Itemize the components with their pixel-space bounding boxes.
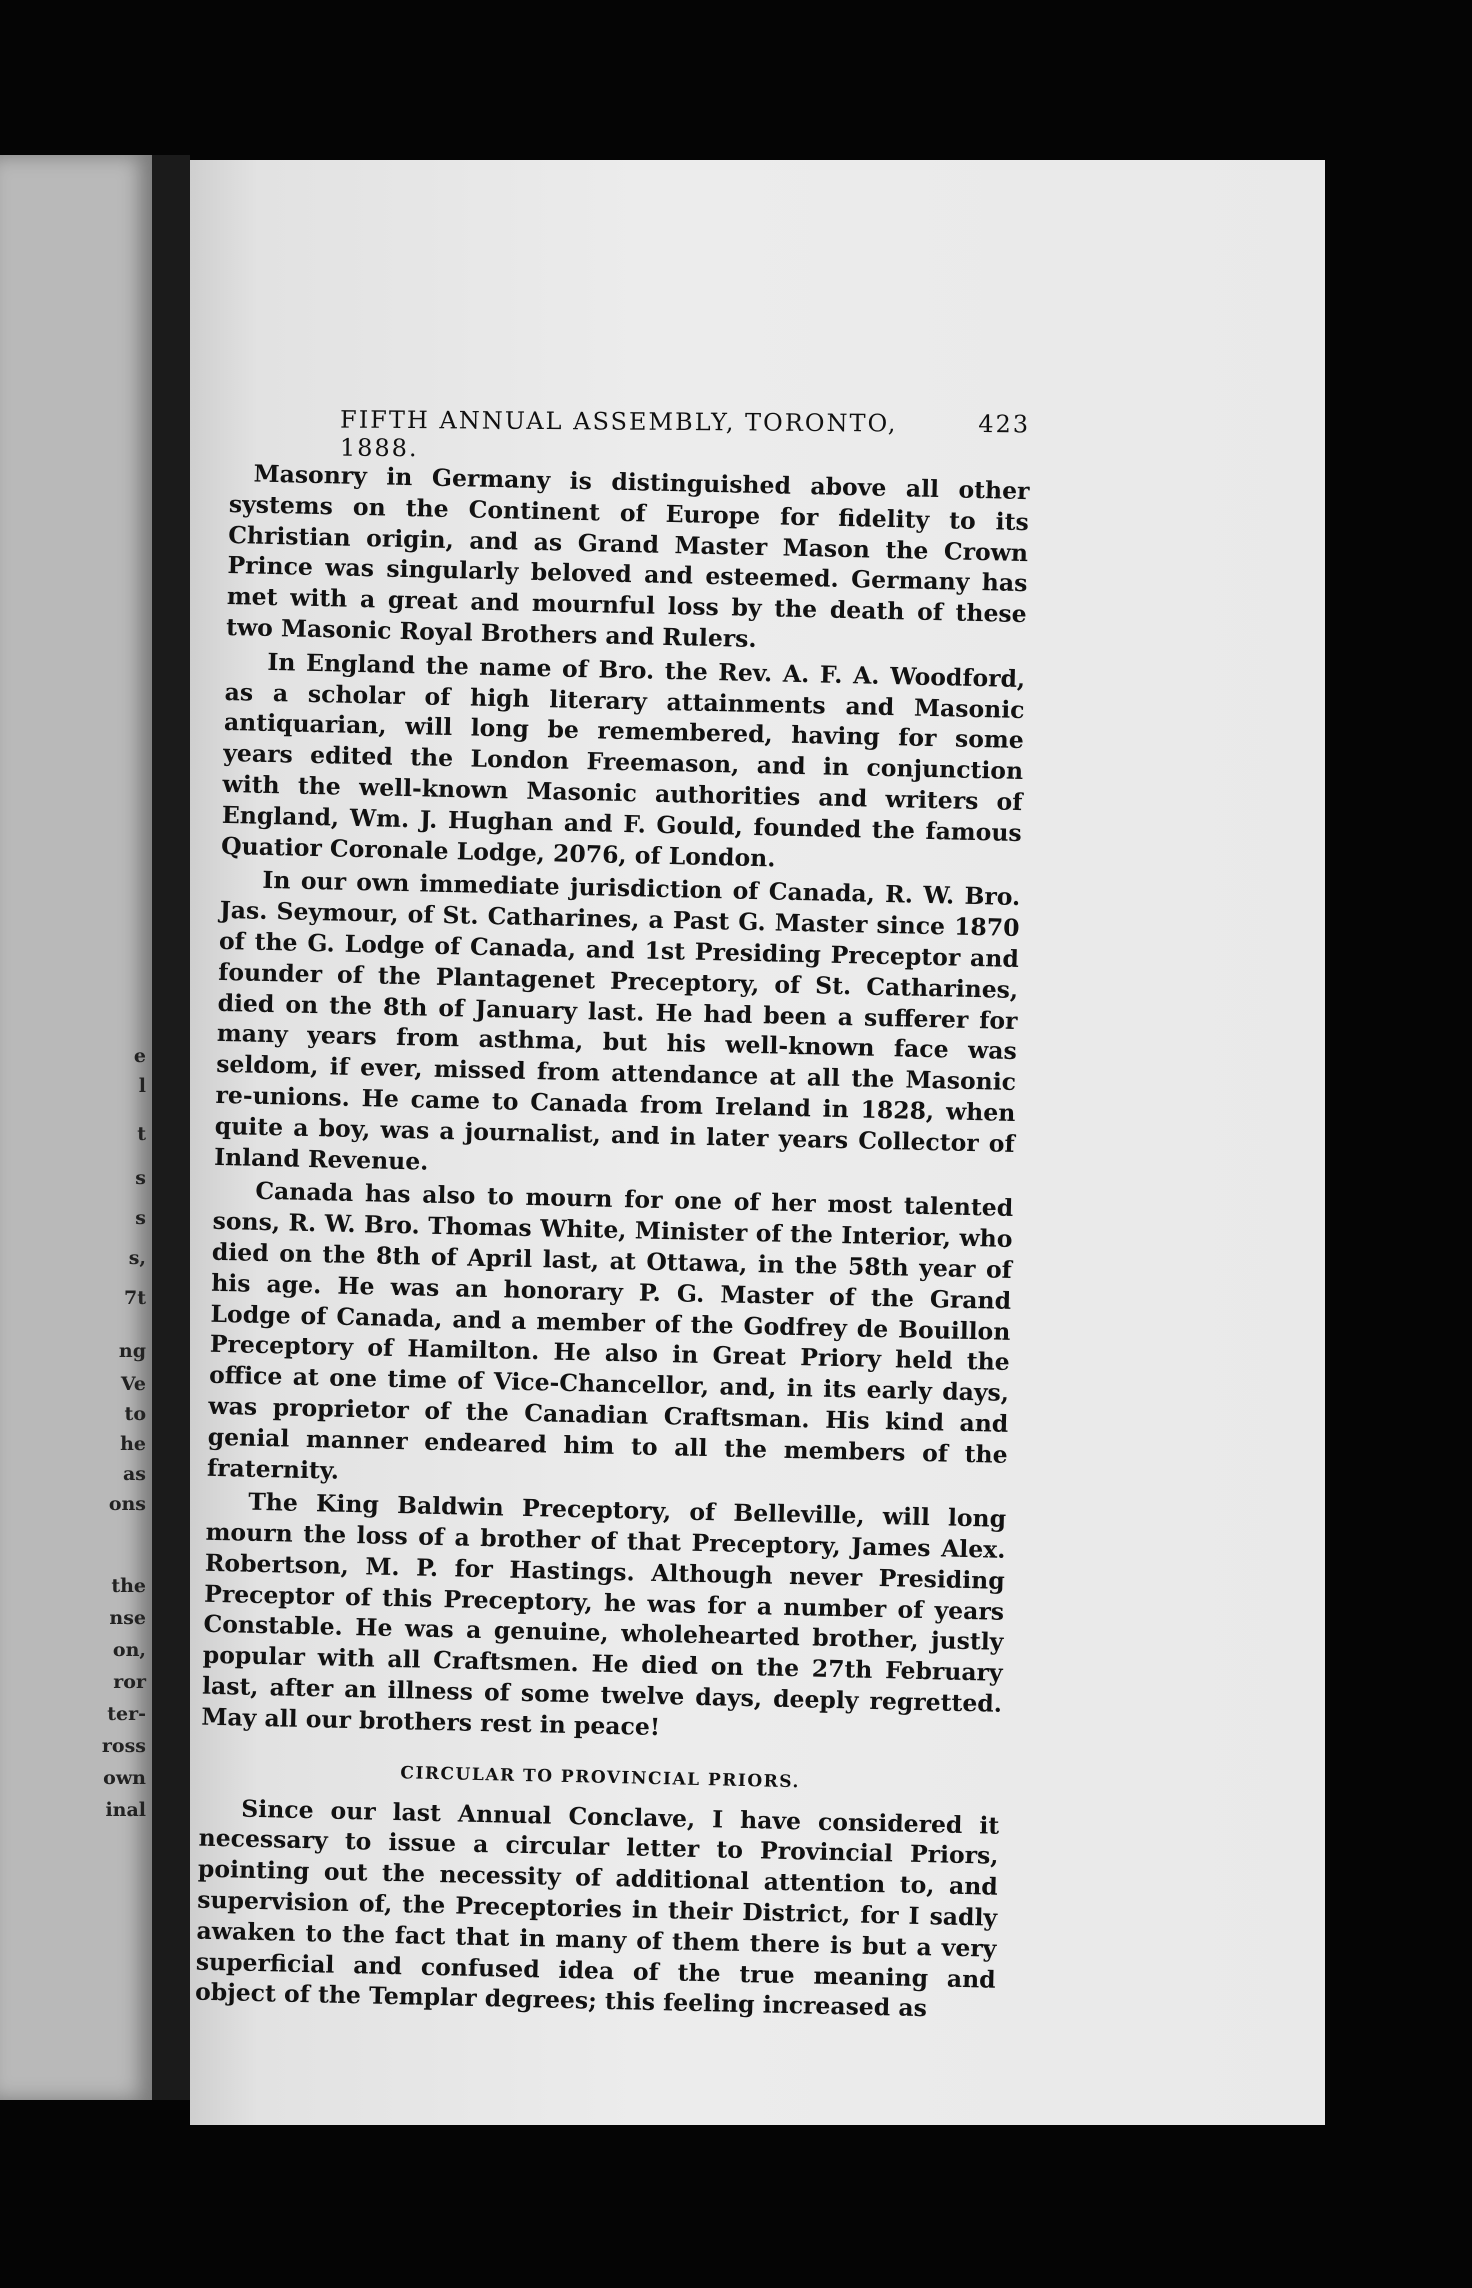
- facing-page-fragment: s,: [128, 1247, 146, 1269]
- paragraph-robertson: The King Baldwin Preceptory, of Belleville, will long mourn the loss of a brother of that Preceptory, James Alex. Robertson, M. P. for Hastings. Although never Presiding Preceptor of this Preceptory, he was for a number of years Constable. He was a genuine, wholehearted brother, justly popular with all Craftsmen. He died on the 27th February last, after an illness of some twelve days, deeply regretted. May all our brothers rest in peace!: [201, 1487, 1007, 1741]
- book-gutter: [152, 155, 190, 2100]
- facing-page-fragment: to: [124, 1403, 146, 1425]
- facing-page-fragment: as: [122, 1463, 146, 1485]
- facing-page-fragment: he: [120, 1433, 146, 1455]
- paragraph-circular: Since our last Annual Conclave, I have considered it necessary to issue a circular letter to Provincial Priors, pointing out the necessity of additional attention to, and supervision of, the Preceptories in their District, for I sadly awaken to the fact that in many of them there is but a very superficial and confused idea of the true meaning and object of the Templar degrees; this feeling increased as: [194, 1794, 1000, 2023]
- paragraph-seymour: In our own immediate jurisdiction of Canada, R. W. Bro. Jas. Seymour, of St. Catharines, a Past G. Master since 1870 of the G. Lodge of Canada, and 1st Presiding Preceptor and founder of the Plantagenet Preceptory, of St. Catharines, died on the 8th of January last. He had been a sufferer for many years from asthma, but his well-known face was seldom, if ever, missed from attendance at all the Masonic re-unions. He came to Canada from Ireland in 1828, when quite a boy, was a journalist, and in later years Collector of Inland Revenue.: [213, 866, 1021, 1176]
- facing-page-fragment: ons: [108, 1493, 146, 1515]
- paragraph-germany: Masonry in Germany is distinguished above all other systems on the Continent of Europe for fidelity to its Christian origin, and as Grand Master Mason the Crown Prince was singularly beloved and esteemed. Germany has met with a great and mournful loss by the death of these two Masonic Royal Brothers and Rulers.: [225, 459, 1030, 653]
- page-body: [195, 458, 1030, 2026]
- running-head-title: FIFTH ANNUAL ASSEMBLY, TORONTO, 1888.: [339, 405, 898, 463]
- facing-page-fragment: l: [138, 1075, 146, 1097]
- running-head: [340, 406, 1030, 467]
- facing-page-fragment: e: [133, 1045, 146, 1067]
- facing-page-left: [0, 155, 152, 2100]
- facing-page-fragment: nse: [109, 1607, 146, 1629]
- facing-page-fragment: ter-: [107, 1703, 146, 1725]
- facing-page-fragment: the: [111, 1575, 146, 1597]
- facing-page-fragment: 7t: [124, 1287, 146, 1309]
- facing-page-fragment: own: [103, 1767, 146, 1789]
- facing-page-text-fragments: [26, 155, 146, 2100]
- section-heading: [200, 1758, 1000, 1796]
- facing-page-fragment: s: [135, 1207, 146, 1229]
- paragraph-white: Canada has also to mourn for one of her most talented sons, R. W. Bro. Thomas White, Minister of the Interior, who died on the 8th of April last, at Ottawa, in the 58th year of his age. He was an honorary P. G. Master of the Grand Lodge of Canada, and a member of the Godfrey de Bouillon Preceptory of Hamilton. He also in Great Priory held the office at one time of Vice-Chancellor, and, in its early days, was proprietor of the Canadian Craftsman. His kind and genial manner endeared him to all the members of the fraternity.: [206, 1177, 1014, 1485]
- facing-page-fragment: on,: [112, 1639, 146, 1661]
- facing-page-fragment: inal: [105, 1799, 146, 1821]
- paragraph-woodford: In England the name of Bro. the Rev. A. F. A. Woodford, as a scholar of high literary attainments and Masonic antiquarian, will long be remembered, having for some years edited the London Freemason, and in conjunction with the well-known Masonic authorities and writers of England, Wm. J. Hughan and F. Gould, founded the famous Quatior Coronale Lodge, 2076, of London.: [220, 647, 1026, 873]
- facing-page-fragment: t: [137, 1123, 146, 1145]
- facing-page-fragment: ng: [118, 1340, 146, 1362]
- section-heading-text: CIRCULAR TO PROVINCIAL PRIORS.: [400, 1762, 801, 1792]
- facing-page-fragment: ross: [101, 1735, 146, 1757]
- facing-page-fragment: ror: [113, 1671, 146, 1693]
- facing-page-fragment: s: [135, 1167, 146, 1189]
- facing-page-fragment: Ve: [120, 1373, 146, 1395]
- page-number: 423: [978, 410, 1031, 439]
